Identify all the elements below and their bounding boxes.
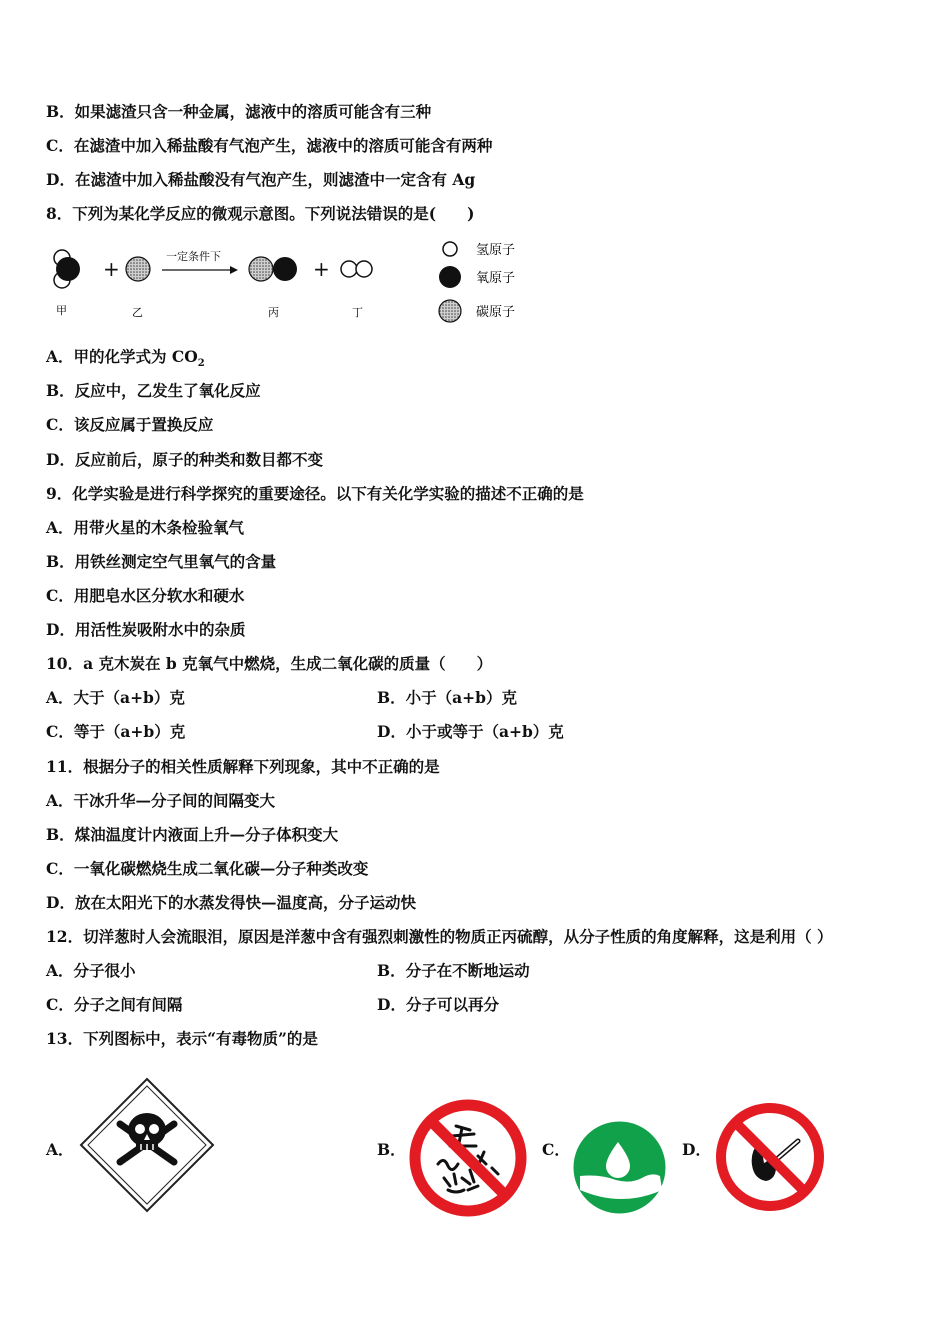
q8-option-c: C．该反应属于置换反应: [46, 415, 214, 434]
q11-option-d: D．放在太阳光下的水蒸发得快—温度高，分子运动快: [46, 893, 416, 912]
q7-option-d: D．在滤渣中加入稀盐酸没有气泡产生，则滤渣中一定含有 Ag: [46, 170, 476, 189]
q8-stem: 8．下列为某化学反应的微观示意图。下列说法错误的是( ): [46, 204, 475, 223]
carbon-atom-icon: [439, 300, 461, 322]
q8-option-a: A．甲的化学式为 $CO_2$: [46, 347, 205, 370]
q10-option-b: B．小于（a+b）克: [377, 688, 517, 707]
q13-stem: 13．下列图标中，表示“有毒物质”的是: [46, 1029, 318, 1048]
legend-oxygen: 氧原子: [476, 271, 516, 286]
q9-option-a: A．用带火星的木条检验氧气: [46, 518, 245, 537]
hydrogen-atom-icon: [443, 242, 457, 256]
reaction-condition: 一定条件下: [166, 250, 221, 263]
label-bing: 丙: [268, 306, 279, 319]
q12-option-d: D．分子可以再分: [377, 995, 499, 1014]
q9-option-d: D．用活性炭吸附水中的杂质: [46, 620, 246, 639]
skull-crossbones-icon: [78, 1076, 216, 1214]
q13-label-b: B．: [377, 1140, 406, 1159]
oxygen-atom-icon: [439, 266, 461, 288]
q8-option-b: B．反应中，乙发生了氧化反应: [46, 381, 261, 400]
q13-label-c: C．: [542, 1140, 570, 1159]
q11-option-c: C．一氧化碳燃烧生成二氧化碳—分子种类改变: [46, 859, 369, 878]
molecule-ding-icon: [341, 261, 372, 277]
reaction-diagram: [40, 232, 560, 332]
label-yi: 乙: [132, 306, 143, 319]
q10-option-a: A．大于（a+b）克: [46, 688, 185, 707]
no-fire-icon: [714, 1101, 826, 1213]
q7-option-c: C．在滤渣中加入稀盐酸有气泡产生，滤液中的溶质可能含有两种: [46, 136, 493, 155]
q13-label-a: A．: [46, 1140, 74, 1159]
q11-option-a: A．干冰升华—分子间的间隔变大: [46, 791, 276, 810]
water-saving-icon: [572, 1120, 667, 1215]
q10-option-d: D．小于或等于（a+b）克: [377, 722, 564, 741]
q12-option-b: B．分子在不断地运动: [377, 961, 530, 980]
svg-text:+: +: [313, 257, 330, 281]
legend-hydrogen: 氢原子: [476, 243, 516, 258]
q10-option-c: C．等于（a+b）克: [46, 722, 186, 741]
molecule-bing-icon: [249, 257, 297, 281]
q12-option-c: C．分子之间有间隔: [46, 995, 183, 1014]
q9-option-b: B．用铁丝测定空气里氧气的含量: [46, 552, 277, 571]
no-littering-icon: [408, 1098, 528, 1218]
svg-text:+: +: [103, 257, 120, 281]
label-jia: 甲: [56, 304, 67, 317]
molecule-yi-icon: [126, 257, 150, 281]
label-ding: 丁: [352, 306, 363, 319]
q10-stem: 10．a 克木炭在 b 克氧气中燃烧，生成二氧化碳的质量（ ）: [46, 654, 493, 673]
q7-option-b: B．如果滤渣只含一种金属，滤液中的溶质可能含有三种: [46, 102, 432, 121]
q9-stem: 9．化学实验是进行科学探究的重要途径。以下有关化学实验的描述不正确的是: [46, 484, 584, 503]
q9-option-c: C．用肥皂水区分软水和硬水: [46, 586, 245, 605]
q8-option-d: D．反应前后，原子的种类和数目都不变: [46, 450, 323, 469]
q12-stem: 12．切洋葱时人会流眼泪，原因是洋葱中含有强烈刺激性的物质正丙硫醇，从分子性质的角度解释，这是利用（ ）: [46, 927, 833, 946]
q12-option-a: A．分子很小: [46, 961, 136, 980]
q13-label-d: D．: [682, 1140, 711, 1159]
molecule-jia-icon: [54, 250, 80, 288]
legend-carbon: 碳原子: [476, 305, 516, 320]
q11-stem: 11．根据分子的相关性质解释下列现象，其中不正确的是: [46, 757, 440, 776]
q11-option-b: B．煤油温度计内液面上升—分子体积变大: [46, 825, 339, 844]
